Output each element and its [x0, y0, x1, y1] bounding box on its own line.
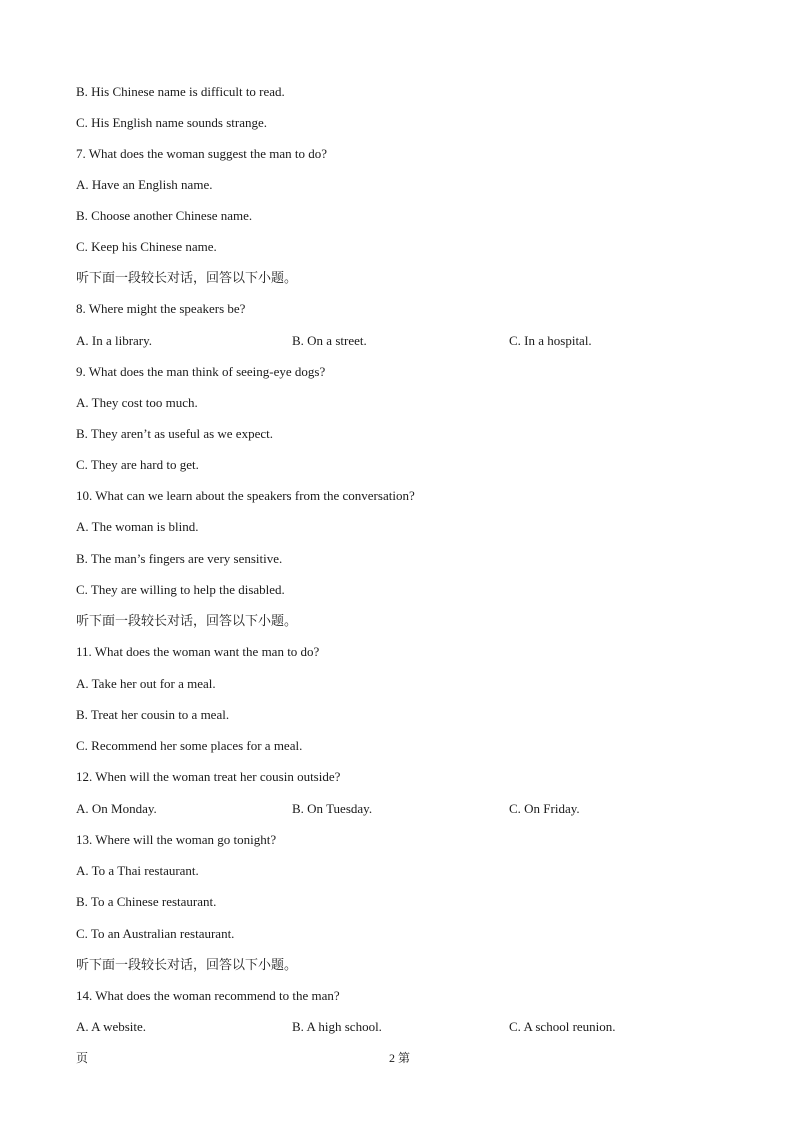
- question-10: 10. What can we learn about the speakers from the conversation?: [76, 488, 415, 503]
- option-11c: C. Recommend her some places for a meal.: [76, 738, 303, 753]
- options-row-8: [76, 332, 716, 350]
- option-10a: A. The woman is blind.: [76, 519, 199, 534]
- footer-page-number: 2 第: [389, 1051, 411, 1065]
- options-row-14: [76, 1018, 716, 1036]
- option-9b: B. They aren’t as useful as we expect.: [76, 426, 273, 441]
- question-12: 12. When will the woman treat her cousin outside?: [76, 769, 341, 784]
- option-12b: B. On Tuesday.: [292, 801, 373, 816]
- option-13b: B. To a Chinese restaurant.: [76, 894, 217, 909]
- option-14c: C. A school reunion.: [509, 1019, 616, 1034]
- question-8: 8. Where might the speakers be?: [76, 301, 246, 316]
- footer-page-left: 页: [76, 1051, 89, 1065]
- question-11: 11. What does the woman want the man to do?: [76, 644, 320, 659]
- option-12a: A. On Monday.: [76, 801, 157, 816]
- section-instruction: 听下面一段较长对话，回答以下小题。: [76, 270, 298, 285]
- option-6c: C. His English name sounds strange.: [76, 115, 268, 130]
- option-14a: A. A website.: [76, 1019, 147, 1034]
- option-9c: C. They are hard to get.: [76, 457, 199, 472]
- section-instruction: 听下面一段较长对话，回答以下小题。: [76, 613, 298, 628]
- option-8a: A. In a library.: [76, 333, 153, 348]
- question-13: 13. Where will the woman go tonight?: [76, 832, 277, 847]
- question-9: 9. What does the man think of seeing-eye dogs?: [76, 364, 326, 379]
- option-9a: A. They cost too much.: [76, 395, 198, 410]
- option-7b: B. Choose another Chinese name.: [76, 208, 253, 223]
- option-13a: A. To a Thai restaurant.: [76, 863, 199, 878]
- option-10c: C. They are willing to help the disabled.: [76, 582, 285, 597]
- option-7c: C. Keep his Chinese name.: [76, 239, 217, 254]
- section-instruction: 听下面一段较长对话，回答以下小题。: [76, 957, 298, 972]
- option-13c: C. To an Australian restaurant.: [76, 926, 235, 941]
- option-8b: B. On a street.: [292, 333, 367, 348]
- option-14b: B. A high school.: [292, 1019, 382, 1034]
- option-10b: B. The man’s fingers are very sensitive.: [76, 551, 283, 566]
- option-12c: C. On Friday.: [509, 801, 580, 816]
- option-6b: B. His Chinese name is difficult to read.: [76, 84, 285, 99]
- options-row-12: [76, 800, 716, 818]
- option-11b: B. Treat her cousin to a meal.: [76, 707, 230, 722]
- option-11a: A. Take her out for a meal.: [76, 676, 216, 691]
- question-14: 14. What does the woman recommend to the man?: [76, 988, 340, 1003]
- option-7a: A. Have an English name.: [76, 177, 213, 192]
- question-7: 7. What does the woman suggest the man to do?: [76, 146, 328, 161]
- option-8c: C. In a hospital.: [509, 333, 592, 348]
